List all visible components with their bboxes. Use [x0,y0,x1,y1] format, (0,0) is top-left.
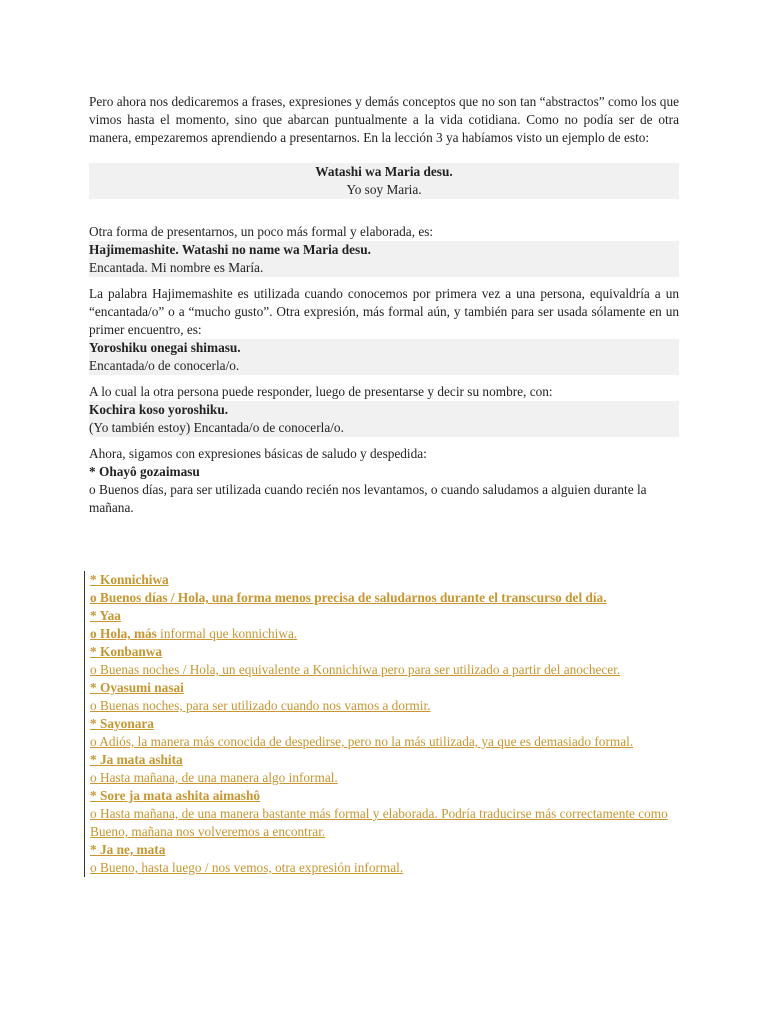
example-3-japanese: Yoroshiku onegai shimasu. [89,339,679,357]
example-4-japanese: Kochira koso yoroshiku. [89,401,679,419]
link-konbanwa-desc[interactable]: o Buenas noches / Hola, un equivalente a Konnichiwa pero para ser utilizado a partir del anochecer. [90,662,621,677]
example-4-spanish: (Yo también estoy) Encantada/o de conocerla/o. [89,419,679,437]
greetings-link-list [84,571,690,877]
ohayo-description: o Buenos días, para ser utilizada cuando recién nos levantamos, o cuando saludamos a alguien durante la mañana. [89,482,647,515]
link-oyasumi[interactable]: * Oyasumi nasai [90,680,184,695]
example-1-japanese: Watashi wa Maria desu. [315,164,453,179]
reply-text: A lo cual la otra persona puede responder, luego de presentarse y decir su nombre, con: [89,384,553,399]
example-1-spanish: Yo soy Maria. [346,182,422,197]
greetings-intro: Ahora, sigamos con expresiones básicas de saludo y despedida: [89,446,427,461]
ohayo-title: * Ohayô gozaimasu [89,464,200,479]
formal-intro-text: Otra forma de presentarnos, un poco más formal y elaborada, es: [89,224,434,239]
intro-paragraph: Pero ahora nos dedicaremos a frases, expresiones y demás conceptos que no son tan “abstractos” como los que vimos hasta el momento, sino que abarcan puntualmente a la vida cotidiana. Como no podía ser de otra manera, empezaremos aprendiendo a presentarnos. En la lección 3 ya habíamos visto un ejemplo de esto: [89,94,679,145]
example-box-1 [89,163,679,199]
example-3-spanish: Encantada/o de conocerla/o. [89,357,679,375]
link-ja-mata-ashita-desc[interactable]: o Hasta mañana, de una manera algo informal. [90,770,338,785]
link-yaa-desc-bold: o Hola, más [90,626,157,641]
link-oyasumi-desc[interactable]: o Buenas noches, para ser utilizado cuando nos vamos a dormir. [90,698,431,713]
link-sore-ja-mata-desc[interactable]: o Hasta mañana, de una manera bastante más formal y elaborada. Podría traducirse más correctamente como Bueno, mañana nos volveremos a encontrar. [90,806,668,839]
link-konbanwa[interactable]: * Konbanwa [90,644,163,659]
link-sore-ja-mata[interactable]: * Sore ja mata ashita aimashô [90,788,261,803]
link-sayonara[interactable]: * Sayonara [90,716,154,731]
link-yaa-desc-rest: informal que konnichiwa. [156,626,298,641]
example-2-japanese: Hajimemashite. Watashi no name wa Maria desu. [89,241,679,259]
link-konnichiwa[interactable]: * Konnichiwa [90,572,169,587]
hajimemashite-paragraph: La palabra Hajimemashite es utilizada cuando conocemos por primera vez a una persona, equivaldría a un “encantada/o” o a “mucho gusto”. Otra expresión, más formal aún, y también para ser usada sólamente en un primer encuentro, es: [89,286,679,337]
link-ja-ne-mata[interactable]: * Ja ne, mata [90,842,166,857]
example-2-spanish: Encantada. Mi nombre es María. [89,259,679,277]
link-ja-mata-ashita[interactable]: * Ja mata ashita [90,752,183,767]
link-yaa-desc[interactable] [90,625,690,643]
link-yaa[interactable]: * Yaa [90,608,121,623]
link-konnichiwa-desc[interactable]: o Buenos días / Hola, una forma menos precisa de saludarnos durante el transcurso del día. [90,590,607,605]
link-ja-ne-mata-desc[interactable]: o Bueno, hasta luego / nos vemos, otra expresión informal. [90,860,404,875]
document-body [89,93,679,517]
link-sayonara-desc[interactable]: o Adiós, la manera más conocida de despedirse, pero no la más utilizada, ya que es demasiado formal. [90,734,634,749]
